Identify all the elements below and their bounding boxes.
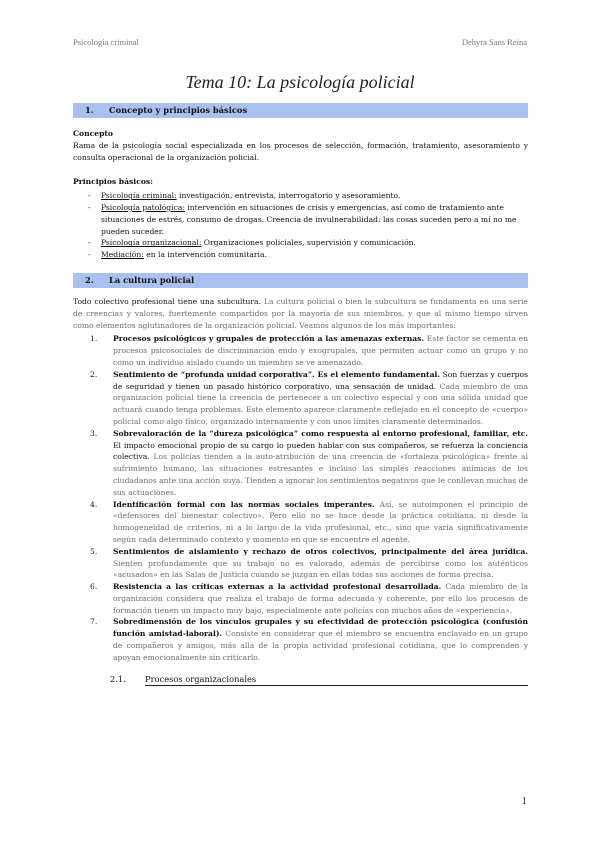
concepto-heading: Concepto [73, 129, 113, 138]
section-title: Concepto y principios básicos [109, 104, 248, 115]
subsection-heading [73, 674, 528, 686]
section-number: 1. [85, 104, 94, 115]
section-number: 2. [85, 274, 94, 285]
list-item: 1. Procesos psicológicos y grupales de protección a las amenazas externas. Este factor se cementa en procesos psicosociales de discriminación endo y exogrupales, que permiten actuar como un grupo y no como un individuo aislado cuando un miembro se ve amenazado. [90, 334, 528, 367]
section-heading-2 [73, 273, 528, 288]
principios-list [73, 190, 528, 261]
list-item: - Psicología patológica: intervención en situaciones de crisis y emergencias, así como de tratamiento ante situaciones de estrés, consumo de drogas. Creencia de invulnerabilidad: las cosas suceden pero a mí no me pueden suceder. [88, 202, 517, 236]
list-item: - Psicología organizacional: Organizaciones policiales, supervisión y comunicación. [88, 238, 416, 248]
page-number: 1 [521, 795, 527, 807]
section-title: La cultura policial [109, 274, 195, 285]
content [73, 103, 528, 686]
list-item: 7. Sobredimensión de los vínculos grupales y su efectividad de protección psicológica (confusión función amistad-laboral). Consiste en considerar que el miembro se encuentra enclavado en un grupo de compañeros y amigos, más allá de la propia actividad profesional cotidiana, que lo comprenden y apoyan emocionalmente sin criticarlo. [90, 617, 528, 662]
list-item: 6. Resistencia a las críticas externas a la actividad profesional desarrollada. Cada miembro de la organización considera que realiza el trabajo de forma adecuada y coherente, por ello los procesos de formación tienen un impacto muy bajo, especialmente ante policías con muchos años de «experiencia». [90, 582, 528, 615]
list-item: - Psicología criminal: investigación, entrevista, interrogatorio y asesoramiento. [88, 191, 401, 201]
concepto-text: Rama de la psicología social especializada en los procesos de selección, formación, tratamiento, asesoramiento y consulta operacional de la organización policial. [73, 140, 528, 162]
principios-heading: Principios básicos: [73, 177, 153, 187]
header-course: Psicología criminal [73, 37, 139, 47]
list-item: 3. Sobrevaloración de la “dureza psicológica” como respuesta al entorno profesional, familiar, etc. El impacto emocional propio de su cargo lo pueden hablar con sus compañeros, se refuerza la conciencia colectiva. Los policías tienden a la auto-atribución de una creencia de «fortaleza psicológica» frente al sufrimiento humano, las situaciones estresantes e incluso las simples reacciones anímicas de los ciudadanos ante una acción suya. Tienden a ignorar los sentimientos negativos que le conllevan muchas de sus actuaciones. [90, 428, 528, 497]
list-item: - Mediación: en la intervención comunitaria. [88, 250, 267, 260]
header-author: Dehyra Sans Reina [461, 37, 527, 47]
subsection-title: Procesos organizacionales [145, 674, 528, 686]
list-item: 2. Sentimiento de “profunda unidad corporativa”. Es el elemento fundamental. Son fuerzas y cuerpos de seguridad y tienen un pasado histórico corporativo, una sensación de unidad. Cada miembro de una organización policial tiene la creencia de pertenecer a un colectivo especial y con una sólida unidad que actuará cuando tenga problemas. Este elemento aparece claramente reflejado en el concepto de «cuerpo» policial como algo físico, organizado internamente y con unos límites claramente determinados. [90, 369, 528, 426]
list-item: 4. Identificación formal con las normas sociales imperantes. Así, se autoimponen el principio de «defensores del bienestar colectivo». Pero ello no se hace desde la práctica cotidiana, ni desde la homogeneidad de criterios, ni a lo largo de la vida profesional, etc., sino que varía significativamente según cada determinado contexto y momento en que se encuentre el agente. [90, 499, 529, 544]
page-title: Tema 10: La psicología policial [185, 72, 415, 92]
subsection-number: 2.1. [110, 673, 126, 684]
cultura-list [73, 333, 528, 663]
section-heading-1 [73, 103, 528, 118]
list-item: 5. Sentimientos de aislamiento y rechazo de otros colectivos, principalmente del área jurídica. Sienten profundamente que su trabajo no es valorado, además de percibirse como los auténticos «acusados» en las Salas de Justicia cuando se juzgan en ellas todas sus acciones de forma precisa. [90, 546, 528, 580]
cultura-intro: Todo colectivo profesional tiene una subcultura. La cultura policial o bien la subcultura se fundamenta en una serie de creencias y valores, fuertemente compartidos por la mayoría de sus miembros, y que al mismo tiempo sirven como elementos aglutinadores de la organización policial. Veamos algunos de los más importantes: [73, 296, 528, 330]
